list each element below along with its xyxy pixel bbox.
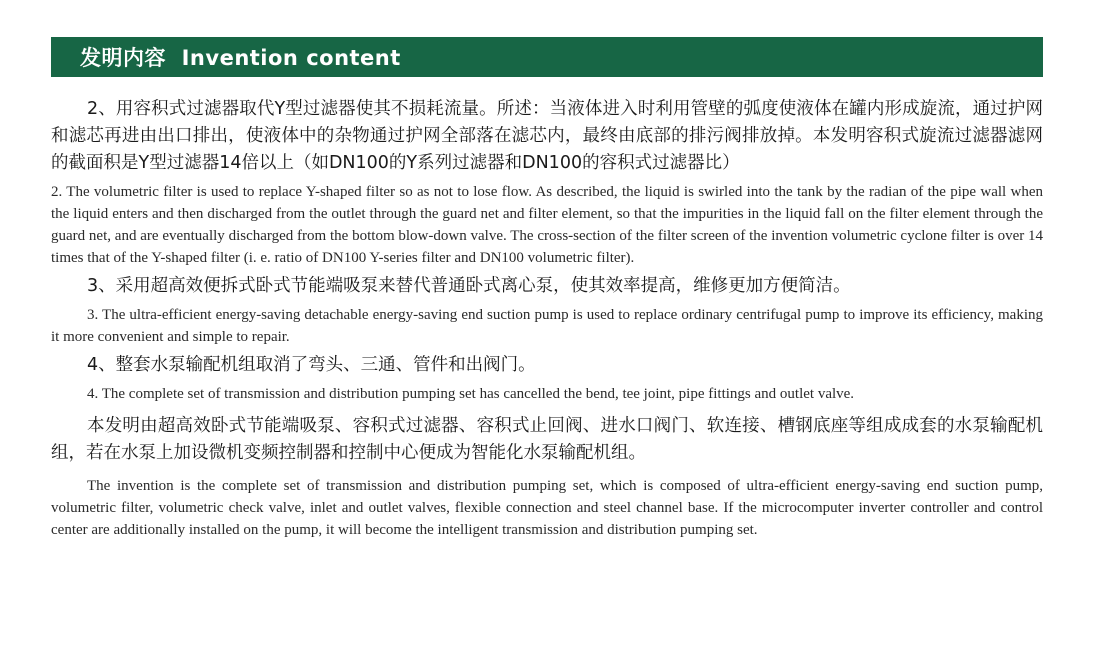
summary-paragraph-english: The invention is the complete set of transmission and distribution pumping set, which is composed of ultra-efficient energy-saving end suction pump, volumetric filter, volumetric check valve, inlet and outlet valves, flexible connection and steel channel base. If the microcomputer inverter controller and control center are additionally installed on the pump, it will become the intelligent transmission and distribution pumping set. <box>51 478 1043 538</box>
section-header-bar <box>51 37 1043 77</box>
summary-paragraph-chinese: 本发明由超高效卧式节能端吸泵、容积式过滤器、容积式止回阀、进水口阀门、软连接、槽钢底座等组成成套的水泵输配机组，若在水泵上加设微机变频控制器和控制中心便成为智能化水泵输配机组。 <box>51 416 1043 463</box>
paragraph-4-english: 4. The complete set of transmission and distribution pumping set has cancelled the bend, tee joint, pipe fittings and outlet valve. <box>87 386 855 402</box>
paragraph-3-chinese: 3、采用超高效便拆式卧式节能端吸泵来替代普通卧式离心泵，使其效率提高，维修更加方便简洁。 <box>87 276 851 296</box>
paragraph-2-chinese: 2、用容积式过滤器取代Y型过滤器使其不损耗流量。所述：当液体进入时利用管壁的弧度使液体在罐内形成旋流，通过护网和滤芯再进由出口排出，使液体中的杂物通过护网全部落在滤芯内，最终由底部的排污阀排放掉。本发明容积式旋流过滤器滤网的截面积是Y型过滤器14倍以上（如DN100的Y系列过滤器和DN100的容积式过滤器比） <box>51 99 1043 173</box>
paragraph-2-english: 2. The volumetric filter is used to replace Y-shaped filter so as not to lose flow. As described, the liquid is swirled into the tank by the radian of the pipe wall when the liquid enters and then discharged from the outlet through the guard net and filter element, so that the impurities in the liquid fall on the filter element through the guard net, and are eventually discharged from the bottom blow-down valve. The cross-section of the filter screen of the invention volumetric cyclone filter is over 14 times that of the Y-shaped filter (i. e. ratio of DN100 Y-series filter and DN100 volumetric filter). <box>51 184 1043 266</box>
document-body <box>51 96 1043 541</box>
section-title: 发明内容 Invention content <box>80 46 401 70</box>
paragraph-4-chinese: 4、整套水泵输配机组取消了弯头、三通、管件和出阀门。 <box>87 355 536 375</box>
paragraph-3-english: 3. The ultra-efficient energy-saving detachable energy-saving end suction pump is used to replace ordinary centrifugal pump to improve its efficiency, making it more convenient and simple to repair. <box>51 307 1043 345</box>
